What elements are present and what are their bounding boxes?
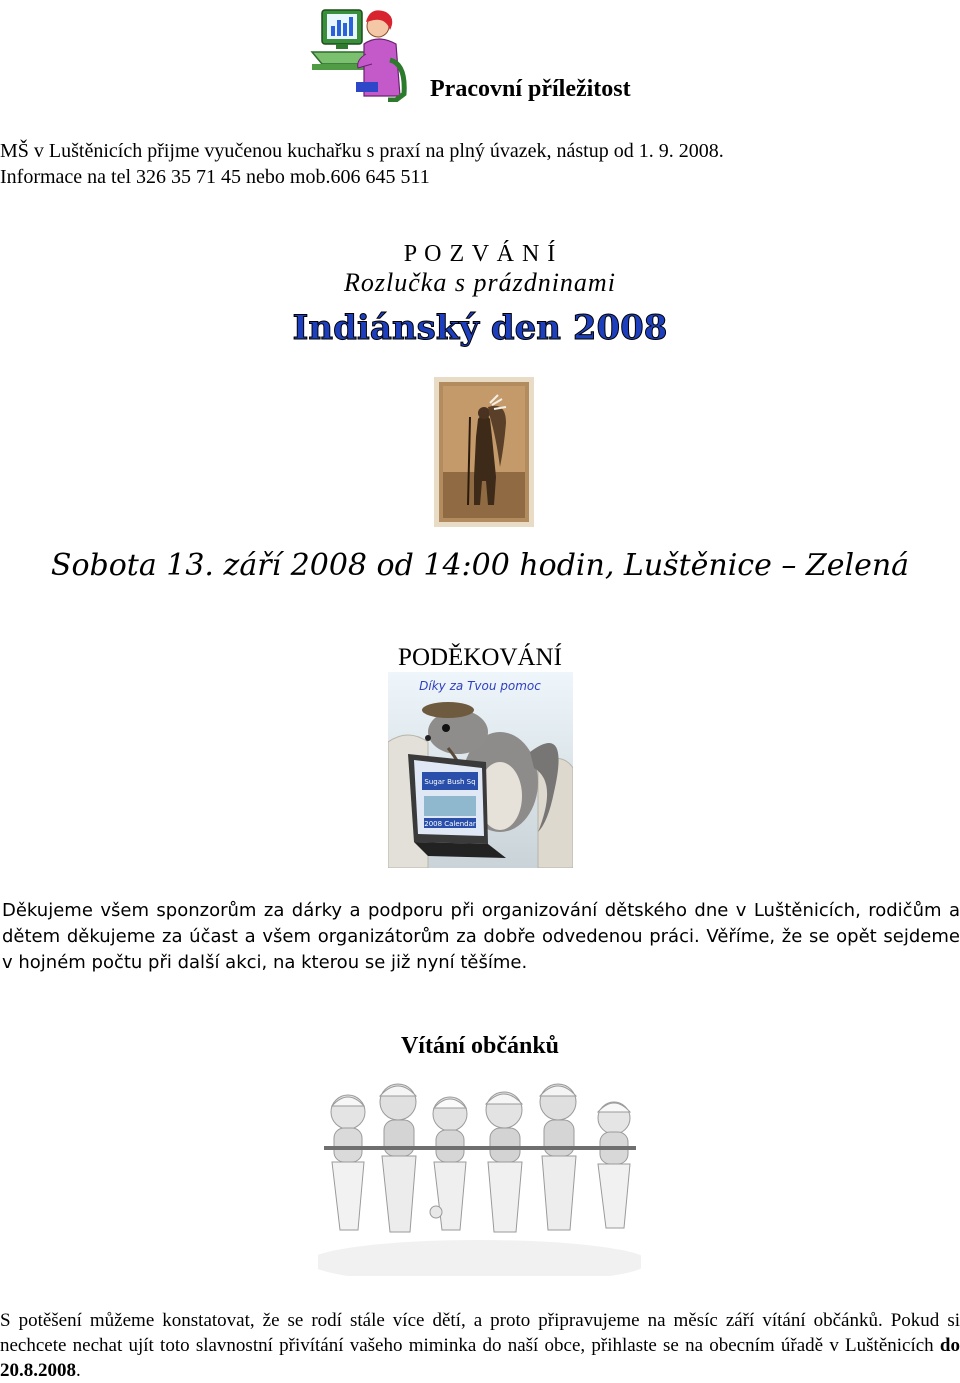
job-line-2: Informace na tel 326 35 71 45 nebo mob.606 645 511 (0, 166, 430, 188)
job-text (0, 138, 950, 190)
calendar-title: Sugar Bush Sq (424, 778, 476, 786)
computer-worker-icon (308, 4, 408, 102)
squirrel-calendar-image (388, 672, 573, 868)
job-title: Pracovní příležitost (430, 76, 631, 102)
chief-photo (434, 377, 534, 527)
welcome-text-end: . (76, 1360, 81, 1381)
thanks-text: Děkujeme všem sponzorům za dárky a podporu při organizování dětského dne v Luštěnicích, rodičům a dětem děkujeme za účast a všem organizátorům za dobře odvedenou práci. Věříme, že se opět sejdeme v hojném počtu při další akci, na kterou se již nyní těšíme. (2, 900, 960, 973)
welcome-deadline: do 20.8.2008 (0, 1335, 960, 1381)
babies-image (318, 1062, 641, 1276)
event-date: Sobota 13. září 2008 od 14:00 hodin, Luštěnice – Zelená (50, 548, 910, 583)
welcome-text (0, 1308, 960, 1383)
event-banner-text: Indiánský den 2008 (292, 308, 668, 348)
welcome-text-main: S potěšení můžeme konstatovat, že se rodí stále více dětí, a proto připravujeme na měsíc září vítání občánků. Pokud si nechcete nechat ujít toto slavnostní přivítání vašeho miminka do naší obce, přihlaste se na obecním úřadě v Luštěnicích (0, 1310, 960, 1356)
calendar-year: 2008 Calendar (424, 820, 476, 828)
welcome-heading: Vítání občánků (400, 1033, 560, 1059)
invite-subtitle: Rozlučka s prázdninami (344, 268, 616, 297)
event-banner (0, 308, 960, 348)
thanks-heading: PODĚKOVÁNÍ (398, 644, 562, 671)
job-line-1: MŠ v Luštěnicích přijme vyučenou kuchařku s praxí na plný úvazek, nástup od 1. 9. 2008. (0, 140, 724, 162)
squirrel-caption: Díky za Tvou pomoc (419, 679, 541, 693)
invite-heading: P O Z V Á N Í (403, 241, 557, 267)
